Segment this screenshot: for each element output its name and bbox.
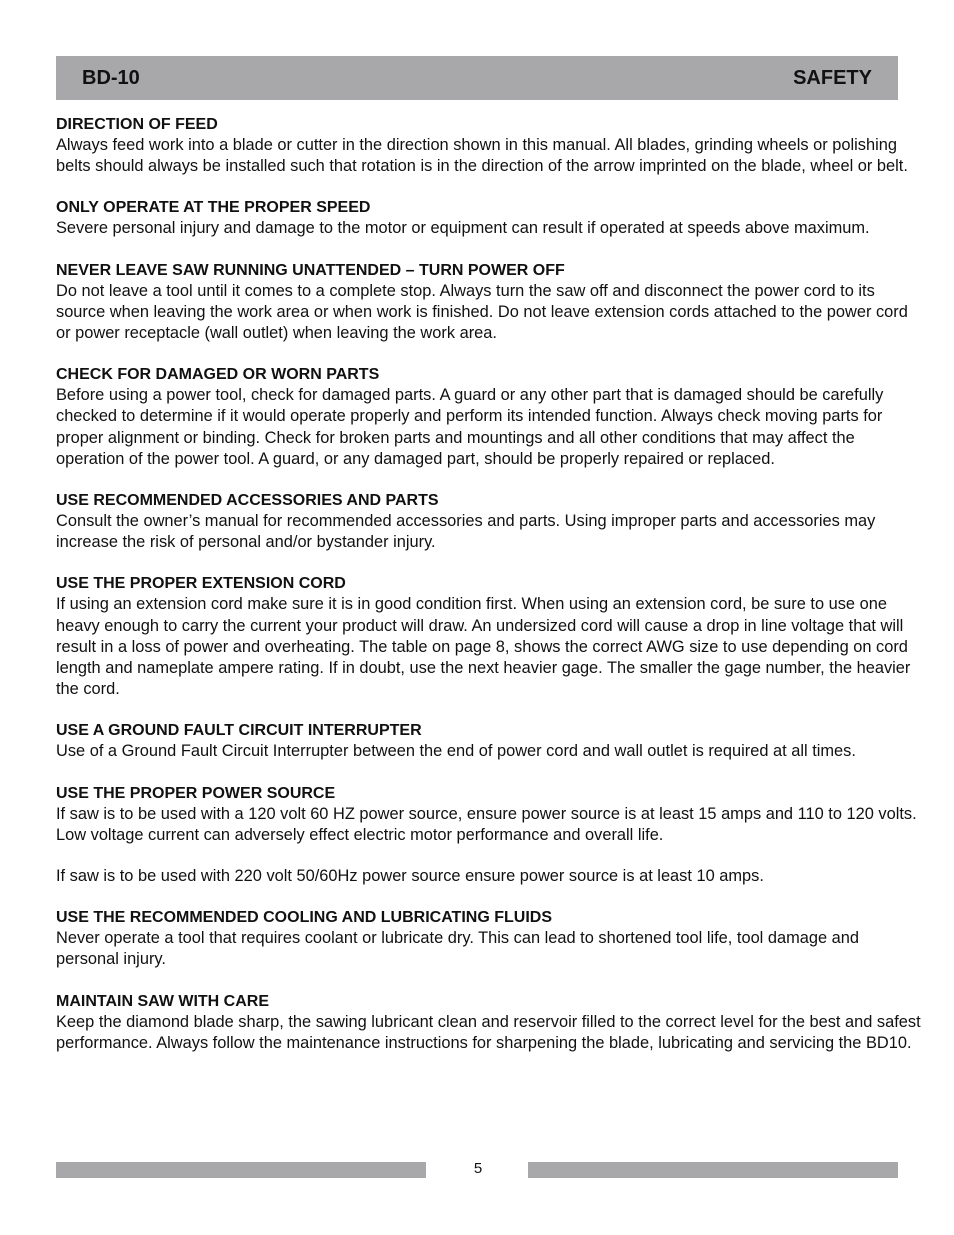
section-paragraph: Do not leave a tool until it comes to a complete stop. Always turn the saw off and disconnect the power cord to its source when leaving the work area or when work is finished. Do not leave extension cords attached to the power cord or power receptacle (wall outlet) when leaving the work area. xyxy=(56,281,908,343)
footer-bar-right xyxy=(528,1162,898,1178)
section-title: NEVER LEAVE SAW RUNNING UNATTENDED – TURN POWER OFF xyxy=(56,261,565,279)
section-label: SAFETY xyxy=(793,66,872,89)
section-title: USE A GROUND FAULT CIRCUIT INTERRUPTER xyxy=(56,722,422,740)
section-title: CHECK FOR DAMAGED OR WORN PARTS xyxy=(56,366,380,384)
section-paragraph: If saw is to be used with 220 volt 50/60Hz power source ensure power source is at least 10 amps. xyxy=(56,867,764,886)
section-paragraph: If using an extension cord make sure it is in good condition first. When using an extension cord, be sure to use one heavy enough to carry the current your product will draw. An undersized cord will cause a drop in line voltage that will result in a loss of power and overheating. The table on page 8, shows the correct AWG size to use depending on cord length and nameplate ampere rating. If in doubt, use the next heavier gage. The smaller the gage number, the heavier the cord. xyxy=(56,595,911,699)
section-title: USE THE PROPER POWER SOURCE xyxy=(56,784,336,802)
section-extension-cord xyxy=(56,573,926,700)
header-bar xyxy=(56,56,898,100)
section-paragraph: Always feed work into a blade or cutter in the direction shown in this manual. All blades, grinding wheels or polishing belts should always be installed such that rotation is in the direction of the arrow imprinted on the blade, wheel or belt. xyxy=(56,136,908,176)
section-damaged-parts xyxy=(56,364,926,470)
section-direction-of-feed xyxy=(56,114,926,177)
section-cooling-fluids xyxy=(56,907,926,970)
section-paragraph: Consult the owner’s manual for recommended accessories and parts. Using improper parts and accessories may increase the risk of personal and/or bystander injury. xyxy=(56,512,876,552)
section-title: ONLY OPERATE AT THE PROPER SPEED xyxy=(56,199,371,217)
model-label: BD-10 xyxy=(82,66,140,89)
section-gfci xyxy=(56,720,926,762)
section-paragraph: Use of a Ground Fault Circuit Interrupter between the end of power cord and wall outlet is required at all times. xyxy=(56,742,856,761)
section-title: DIRECTION OF FEED xyxy=(56,116,218,133)
section-paragraph: Severe personal injury and damage to the motor or equipment can result if operated at speeds above maximum. xyxy=(56,219,870,238)
page-number: 5 xyxy=(473,1160,483,1177)
section-title: USE THE PROPER EXTENSION CORD xyxy=(56,575,346,593)
section-title: MAINTAIN SAW WITH CARE xyxy=(56,992,270,1010)
section-paragraph: Before using a power tool, check for damaged parts. A guard or any other part that is damaged should be carefully checked to determine if it would operate properly and perform its intended function. Always check moving parts for proper alignment or binding. Check for broken parts and mountings and all other conditions that may affect the operation of the power tool. A guard, or any damaged part, should be properly repaired or replaced. xyxy=(56,386,884,468)
section-paragraph: Keep the diamond blade sharp, the sawing lubricant clean and reservoir filled to the correct level for the best and safest performance. Always follow the maintenance instructions for sharpening the blade, lubricating and servicing the BD10. xyxy=(56,1012,921,1052)
section-paragraph: Never operate a tool that requires coolant or lubricate dry. This can lead to shortened tool life, tool damage and personal injury. xyxy=(56,929,860,969)
section-proper-speed xyxy=(56,197,926,239)
section-power-source xyxy=(56,783,926,888)
footer-bar-left xyxy=(56,1162,426,1178)
section-title: USE RECOMMENDED ACCESSORIES AND PARTS xyxy=(56,492,439,510)
section-never-leave-unattended xyxy=(56,260,926,345)
page-content xyxy=(56,114,926,1074)
section-recommended-accessories xyxy=(56,490,926,553)
section-paragraph: If saw is to be used with a 120 volt 60 HZ power source, ensure power source is at least 15 amps and 110 to 120 volts. Low voltage current can adversely effect electric motor performance and overall life. xyxy=(56,804,917,844)
section-maintain-saw xyxy=(56,991,926,1054)
section-title: USE THE RECOMMENDED COOLING AND LUBRICATING FLUIDS xyxy=(56,909,552,927)
